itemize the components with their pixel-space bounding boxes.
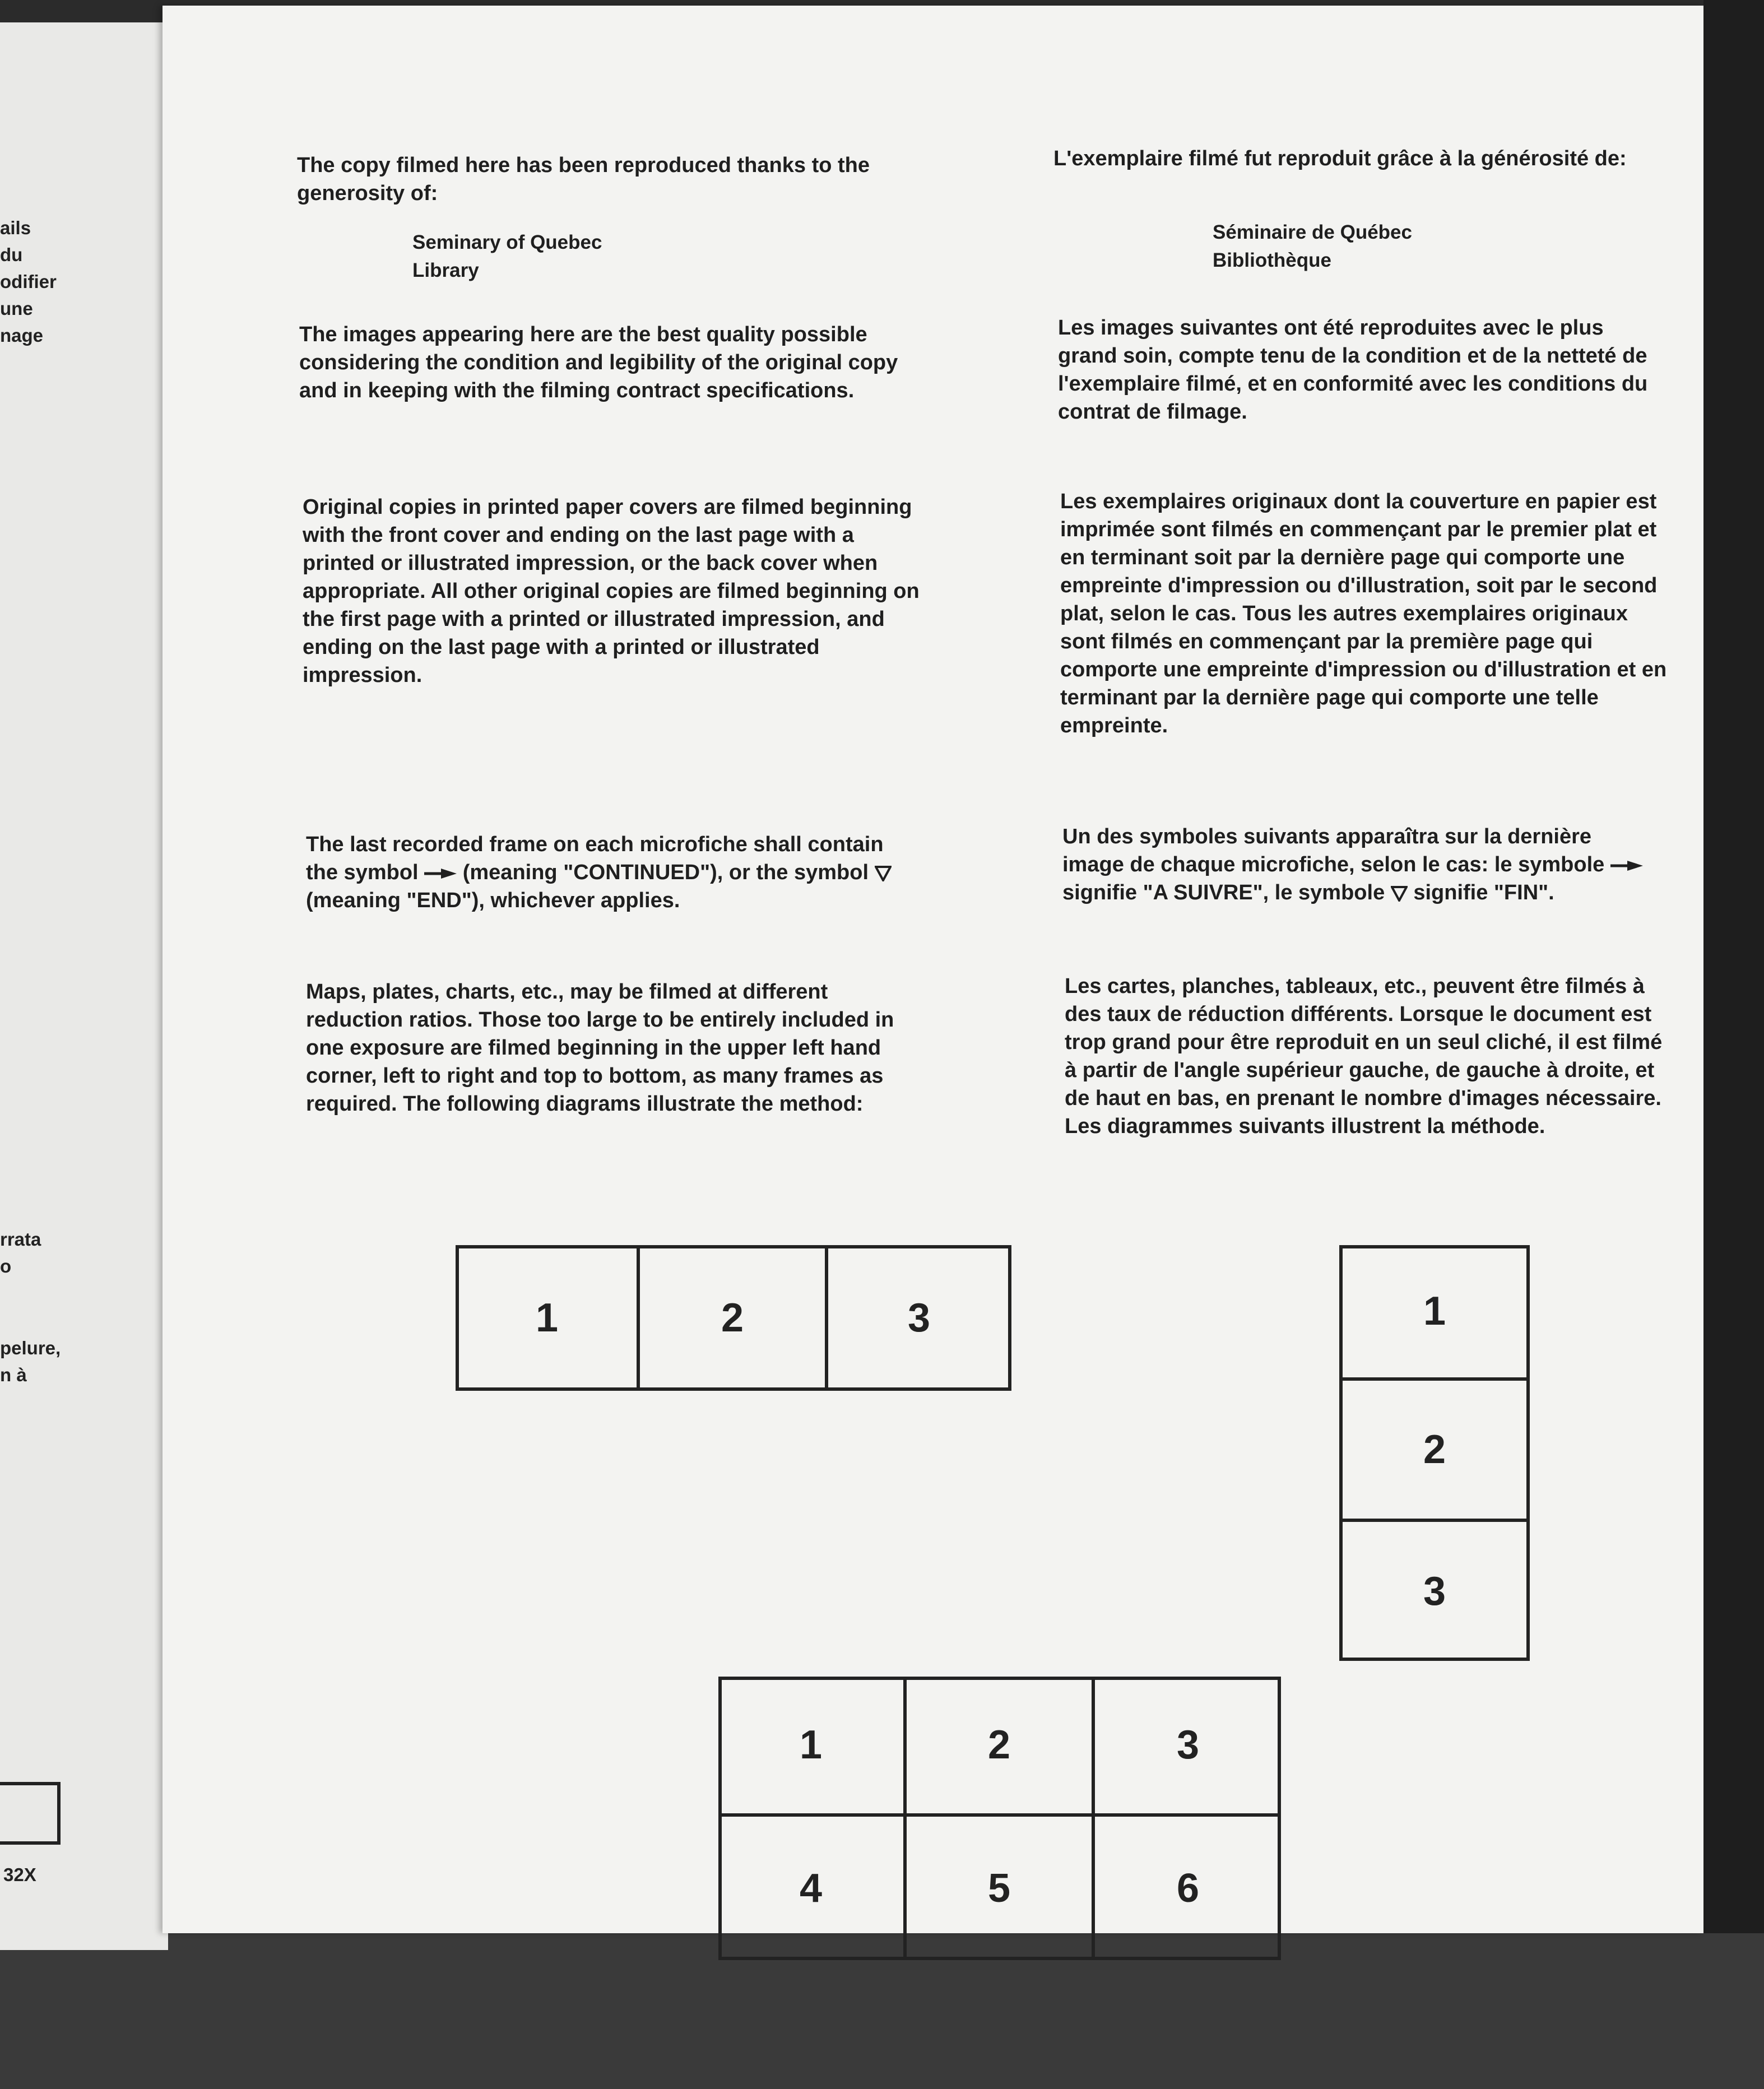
frame-number: 1 xyxy=(799,1723,823,1767)
frame-number: 6 xyxy=(1176,1866,1200,1911)
fragment-line: nage xyxy=(0,325,44,346)
frame-number: 1 xyxy=(535,1296,559,1340)
continued-arrow-icon xyxy=(1610,860,1643,871)
library-line: Library xyxy=(412,259,479,281)
french-symbols xyxy=(1062,823,1656,907)
english-symbols xyxy=(306,830,911,914)
frame-number: 3 xyxy=(907,1296,931,1340)
end-triangle-icon xyxy=(1391,886,1408,902)
french-covers: Les exemplaires originaux dont la couverture en papier est imprimée sont filmés en commençant par le premier plat et en terminant soit par la dernière page qui comporte une empreinte d'impression ou d'illustration, soit par le second plat, selon le cas. Tous les autres exemplaires originaux sont filmés en commençant par la première page qui comporte une empreinte d'impression ou d'illustration et en terminant par la dernière page qui comporte une telle empreinte. xyxy=(1060,490,1667,737)
fragment-label: 32X xyxy=(3,1864,36,1885)
symbols-text: (meaning "CONTINUED"), or the symbol xyxy=(462,861,869,884)
frame-number: 2 xyxy=(987,1723,1011,1767)
fragment-line: une xyxy=(0,298,33,319)
end-triangle-icon xyxy=(875,866,892,881)
frame-number: 4 xyxy=(799,1866,823,1911)
frame-number: 5 xyxy=(987,1866,1011,1911)
fragment-line: ails xyxy=(0,217,31,238)
symbols-text: (meaning "END"), whichever applies. xyxy=(306,889,680,912)
frame-number: 2 xyxy=(1423,1427,1446,1472)
frame-number: 1 xyxy=(1423,1289,1446,1334)
frame-number: 3 xyxy=(1423,1569,1446,1614)
symbols-text: The last recorded frame on each microfiche shall contain the symbol xyxy=(306,833,884,884)
fragment-line: o xyxy=(0,1256,12,1276)
fragment-line: rrata xyxy=(0,1229,41,1250)
french-quality: Les images suivantes ont été reproduites avec le plus grand soin, compte tenu de la condition et de la netteté de l'exemplaire filmé, et en conformité avec les conditions du contrat de filmage. xyxy=(1058,316,1648,424)
adjacent-page-fragment xyxy=(0,22,168,1950)
fragment-box xyxy=(0,1782,61,1845)
library-line: Bibliothèque xyxy=(1213,249,1331,271)
library-line: Seminary of Quebec xyxy=(412,231,602,253)
scan-edge-right xyxy=(1703,0,1764,2089)
french-maps: Les cartes, planches, tableaux, etc., peuvent être filmés à des taux de réduction différents. Lorsque le document est trop grand pour être reproduit en un seul cliché, il est filmé à partir de l'angle supérieur gauche, de gauche à droite, et de haut en bas, en prenant le nombre d'images nécessaire. Les diagrammes suivants illustrent la méthode. xyxy=(1065,974,1663,1138)
fragment-line: du xyxy=(0,244,23,265)
frame-number: 2 xyxy=(721,1296,744,1340)
english-thanks: The copy filmed here has been reproduced thanks to the generosity of: xyxy=(297,154,870,205)
english-library xyxy=(412,229,602,285)
fragment-line: odifier xyxy=(0,271,57,292)
fragment-line: pelure, xyxy=(0,1338,61,1358)
symbols-text: Un des symboles suivants apparaîtra sur la dernière image de chaque microfiche, selon le cas: le symbole xyxy=(1062,825,1605,876)
english-covers: Original copies in printed paper covers are filmed beginning with the front cover and ending on the last page with a printed or illustrated impression, or the back cover when appropriate. All other original copies are filmed beginning on the first page with a printed or illustrated impression, and ending on the last page with a printed or illustrated impression. xyxy=(303,495,920,687)
fragment-line: n à xyxy=(0,1364,27,1385)
frame-number: 3 xyxy=(1176,1723,1200,1767)
symbols-text: signifie "FIN". xyxy=(1413,881,1554,904)
english-quality: The images appearing here are the best quality possible considering the condition and legibility of the original copy and in keeping with the filming contract specifications. xyxy=(299,323,898,402)
french-thanks: L'exemplaire filmé fut reproduit grâce à la générosité de: xyxy=(1053,147,1627,170)
french-library xyxy=(1213,219,1412,275)
continued-arrow-icon xyxy=(424,868,457,879)
symbols-text: signifie "A SUIVRE", le symbole xyxy=(1062,881,1385,904)
library-line: Séminaire de Québec xyxy=(1213,221,1412,243)
english-maps: Maps, plates, charts, etc., may be filmed at different reduction ratios. Those too large to be entirely included in one exposure are filmed beginning in the upper left hand corner, left to right and top to bottom, as many frames as required. The following diagrams illustrate the method: xyxy=(306,980,894,1116)
